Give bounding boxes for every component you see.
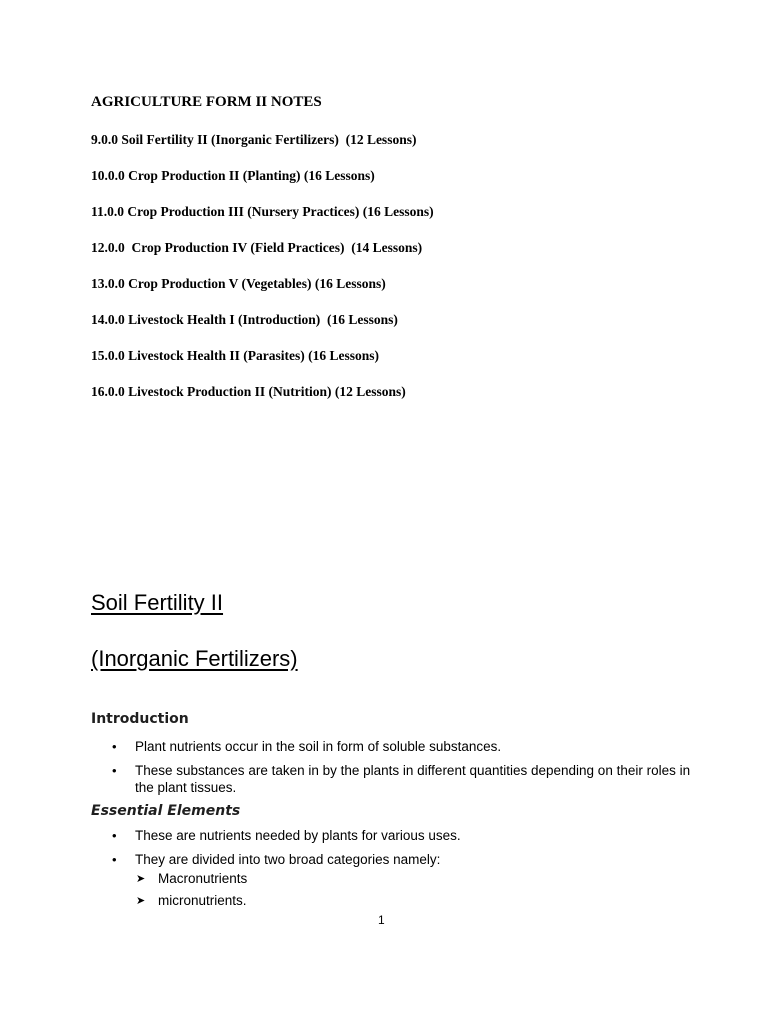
- page-number: 1: [378, 913, 385, 927]
- list-item: [112, 827, 702, 844]
- section-heading: Soil Fertility II: [91, 590, 224, 615]
- list-item-text: micronutrients.: [158, 893, 247, 908]
- list-item-text: These substances are taken in by the plants in different quantities depending on their roles in the plant tissues.: [135, 763, 691, 795]
- list-item: [112, 738, 702, 755]
- bullet-icon: •: [112, 763, 117, 778]
- list-item-text: These are nutrients needed by plants for various uses.: [135, 828, 461, 843]
- section-subheading: (Inorganic Fertilizers): [91, 646, 298, 671]
- toc-item: 14.0.0 Livestock Health I (Introduction) (16 Lessons): [91, 312, 398, 327]
- arrow-bullet-icon: ➤: [136, 894, 146, 907]
- list-item: [136, 892, 247, 909]
- nutrient-categories-list: [136, 870, 247, 914]
- list-item-text: They are divided into two broad categories namely:: [135, 852, 441, 867]
- list-item: [112, 762, 702, 796]
- introduction-list: [112, 738, 702, 803]
- toc-item: 15.0.0 Livestock Health II (Parasites) (16 Lessons): [91, 348, 379, 363]
- toc-item: 12.0.0 Crop Production IV (Field Practices) (14 Lessons): [91, 240, 423, 255]
- essential-elements-heading: Essential Elements: [91, 803, 241, 819]
- bullet-icon: •: [112, 739, 117, 754]
- toc-item: 13.0.0 Crop Production V (Vegetables) (16 Lessons): [91, 276, 386, 291]
- introduction-heading: Introduction: [91, 711, 189, 727]
- list-item: [136, 870, 247, 887]
- essential-elements-list: [112, 827, 702, 875]
- toc-item: 16.0.0 Livestock Production II (Nutrition) (12 Lessons): [91, 384, 406, 399]
- list-item-text: Plant nutrients occur in the soil in form of soluble substances.: [135, 739, 502, 754]
- document-title: AGRICULTURE FORM II NOTES: [91, 94, 322, 110]
- list-item: [112, 851, 702, 868]
- bullet-icon: •: [112, 828, 117, 843]
- toc-item: 9.0.0 Soil Fertility II (Inorganic Fertilizers) (12 Lessons): [91, 132, 417, 147]
- list-item-text: Macronutrients: [158, 871, 248, 886]
- bullet-icon: •: [112, 852, 117, 867]
- arrow-bullet-icon: ➤: [136, 872, 146, 885]
- table-of-contents: [91, 131, 434, 419]
- toc-item: 10.0.0 Crop Production II (Planting) (16 Lessons): [91, 168, 375, 183]
- toc-item: 11.0.0 Crop Production III (Nursery Practices) (16 Lessons): [91, 204, 434, 219]
